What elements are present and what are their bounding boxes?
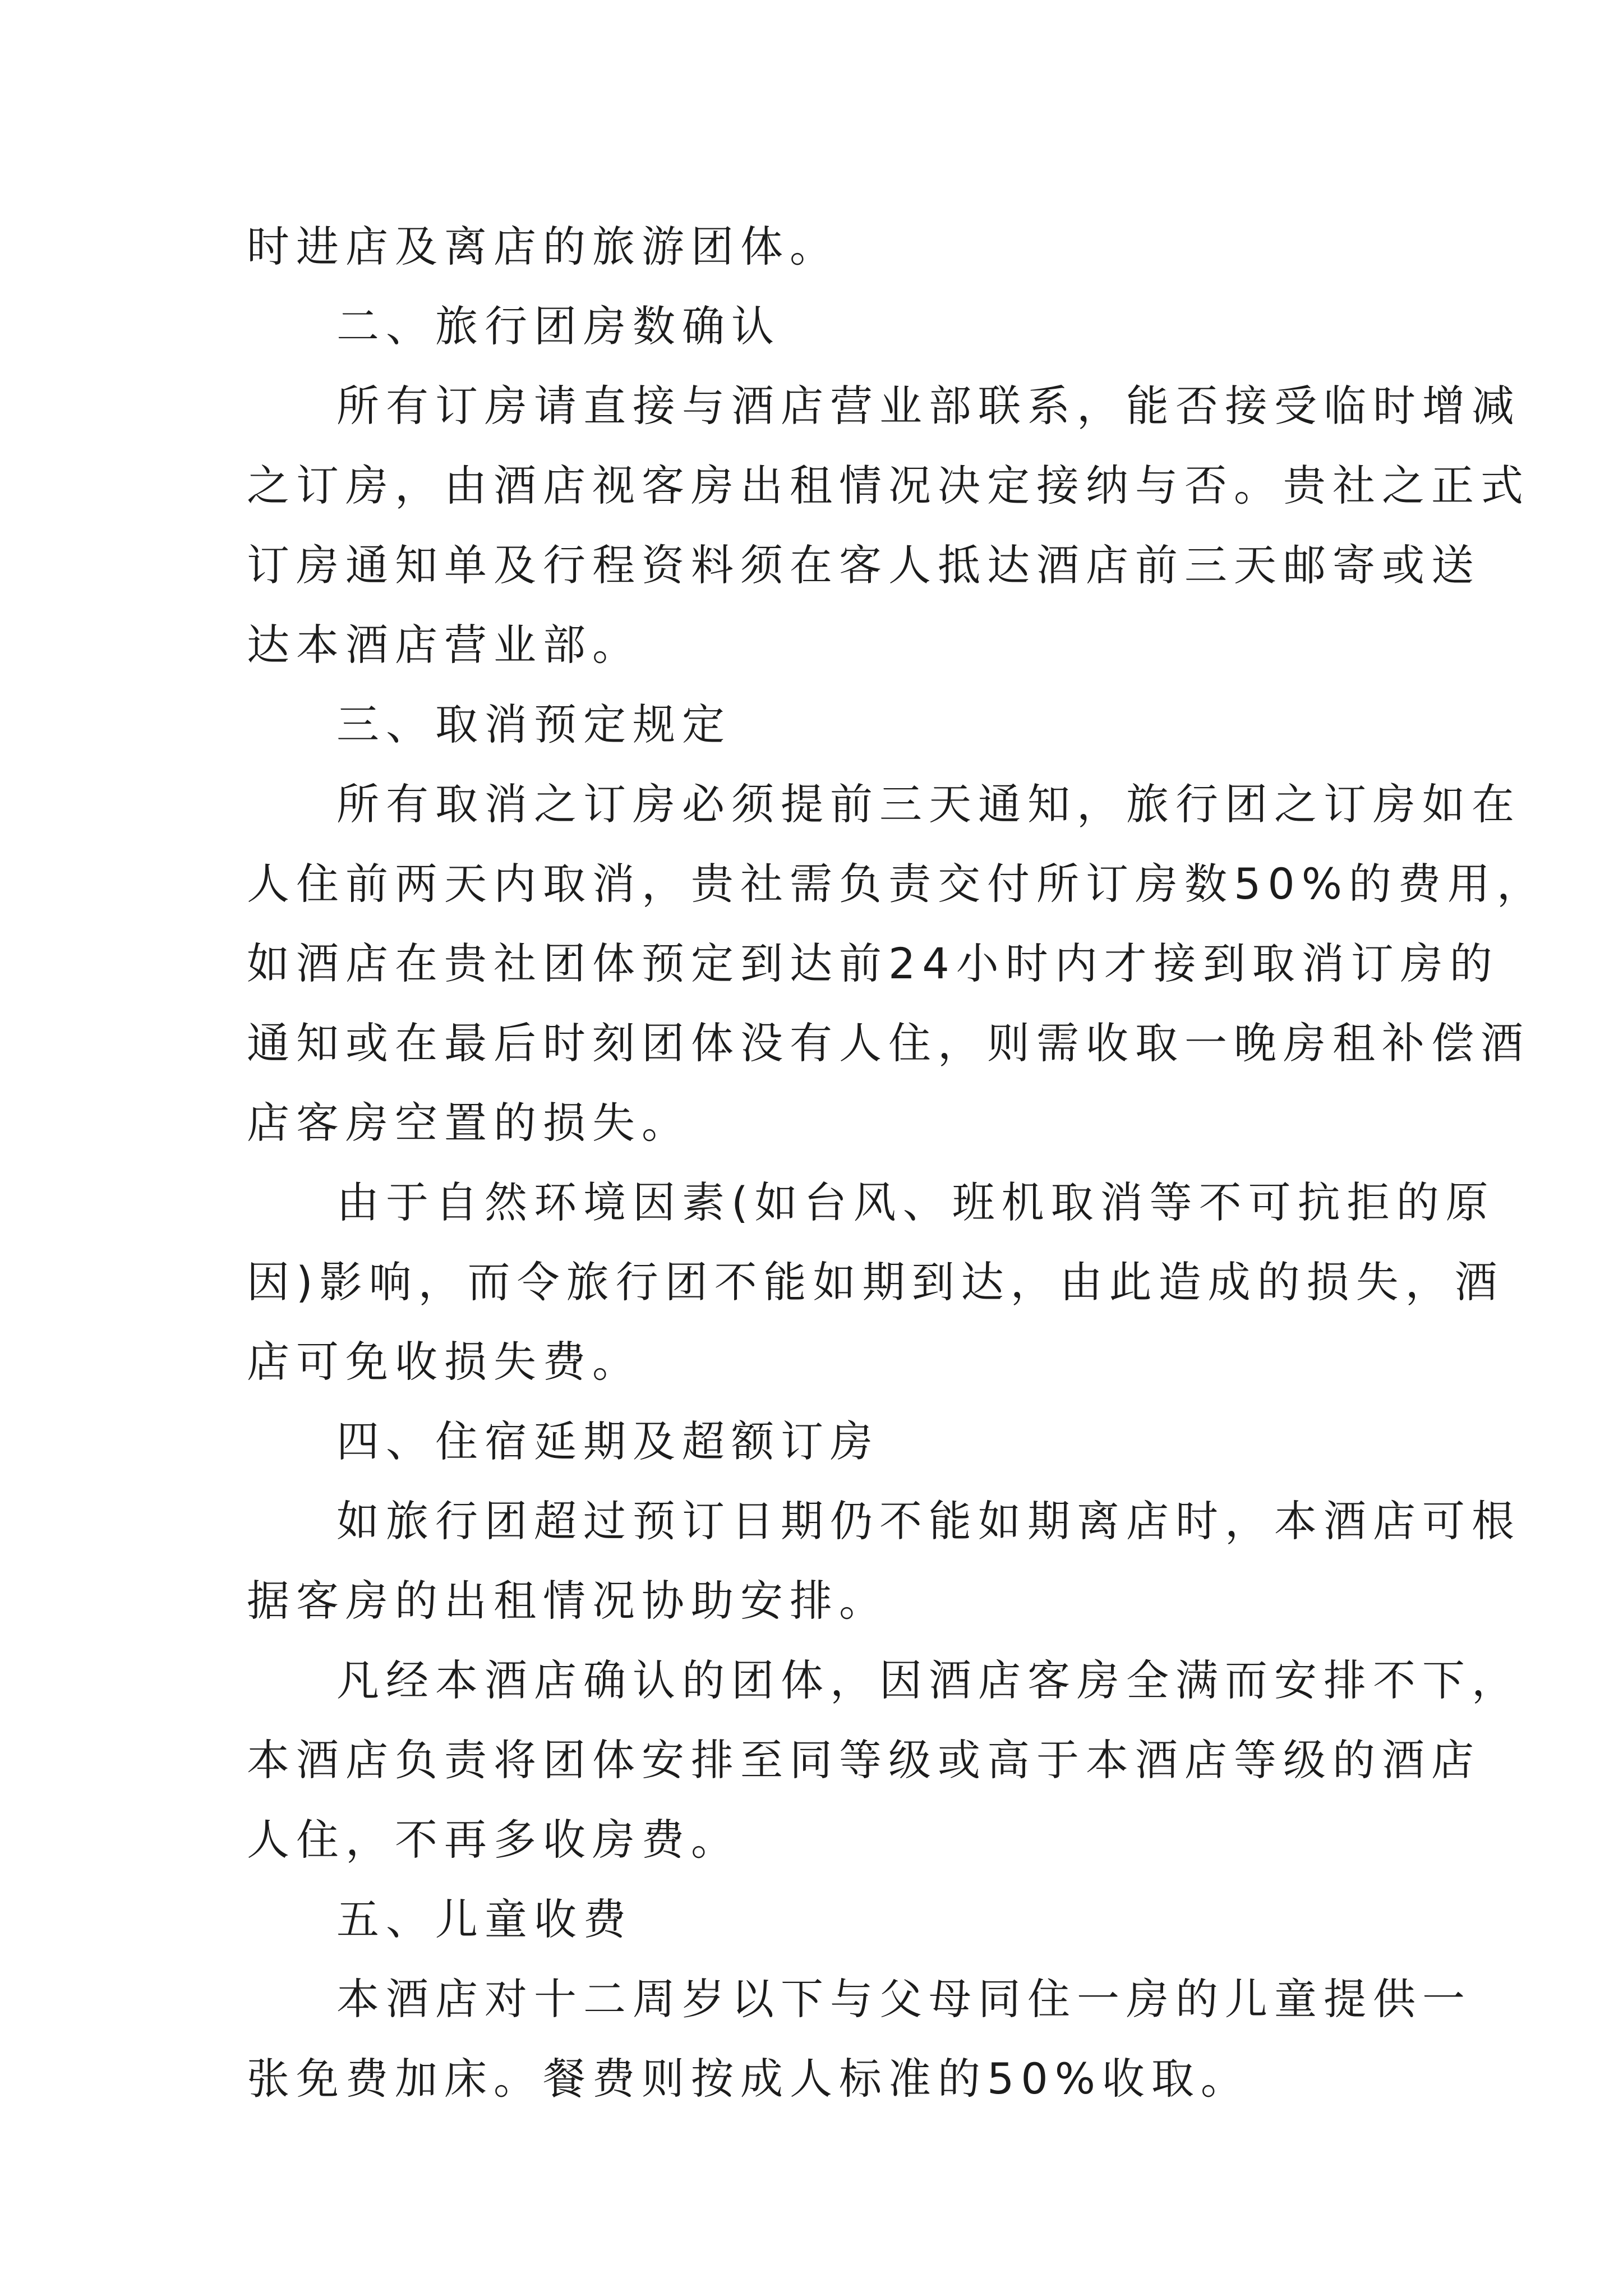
text-line: 所有订房请直接与酒店营业部联系，能否接受临时增减 <box>336 381 1521 431</box>
text-line: 订房通知单及行程资料须在客人抵达酒店前三天邮寄或送 <box>247 540 1481 590</box>
text-line: 人住，不再多收房费。 <box>247 1815 740 1865</box>
text-line: 由于自然环境因素(如台风、班机取消等不可抗拒的原 <box>336 1177 1495 1227</box>
text-line: 如旅行团超过预订日期仍不能如期离店时，本酒店可根 <box>336 1496 1521 1546</box>
section-heading: 四、住宿延期及超额订房 <box>336 1416 879 1466</box>
text-line: 所有取消之订房必须提前三天通知，旅行团之订房如在 <box>336 779 1521 829</box>
text-line: 据客房的出租情况协助安排。 <box>247 1576 888 1626</box>
text-line: 通知或在最后时刻团体没有人住，则需收取一晚房租补偿酒 <box>247 1018 1530 1068</box>
text-line: 如酒店在贵社团体预定到达前24小时内才接到取消订房的 <box>247 938 1499 988</box>
section-heading: 三、取消预定规定 <box>336 700 731 749</box>
section-heading: 五、儿童收费 <box>336 1894 633 1944</box>
text-line: 张免费加床。餐费则按成人标准的50%收取。 <box>247 2054 1250 2104</box>
section-heading: 二、旅行团房数确认 <box>336 301 781 351</box>
text-line: 之订房，由酒店视客房出租情况决定接纳与否。贵社之正式 <box>247 461 1530 510</box>
text-line: 人住前两天内取消，贵社需负责交付所订房数50%的费用， <box>247 859 1546 909</box>
text-line: 凡经本酒店确认的团体，因酒店客房全满而安排不下， <box>336 1655 1521 1705</box>
text-line: 本酒店对十二周岁以下与父母同住一房的儿童提供一 <box>336 1974 1472 2024</box>
text-line: 达本酒店营业部。 <box>247 620 642 670</box>
text-line: 本酒店负责将团体安排至同等级或高于本酒店等级的酒店 <box>247 1735 1481 1785</box>
text-line: 时进店及离店的旅游团体。 <box>247 222 839 272</box>
text-line: 店客房空置的损失。 <box>247 1098 691 1148</box>
text-line: 因)影响，而令旅行团不能如期到达，由此造成的损失，酒 <box>247 1257 1504 1307</box>
text-line: 店可免收损失费。 <box>247 1337 642 1387</box>
